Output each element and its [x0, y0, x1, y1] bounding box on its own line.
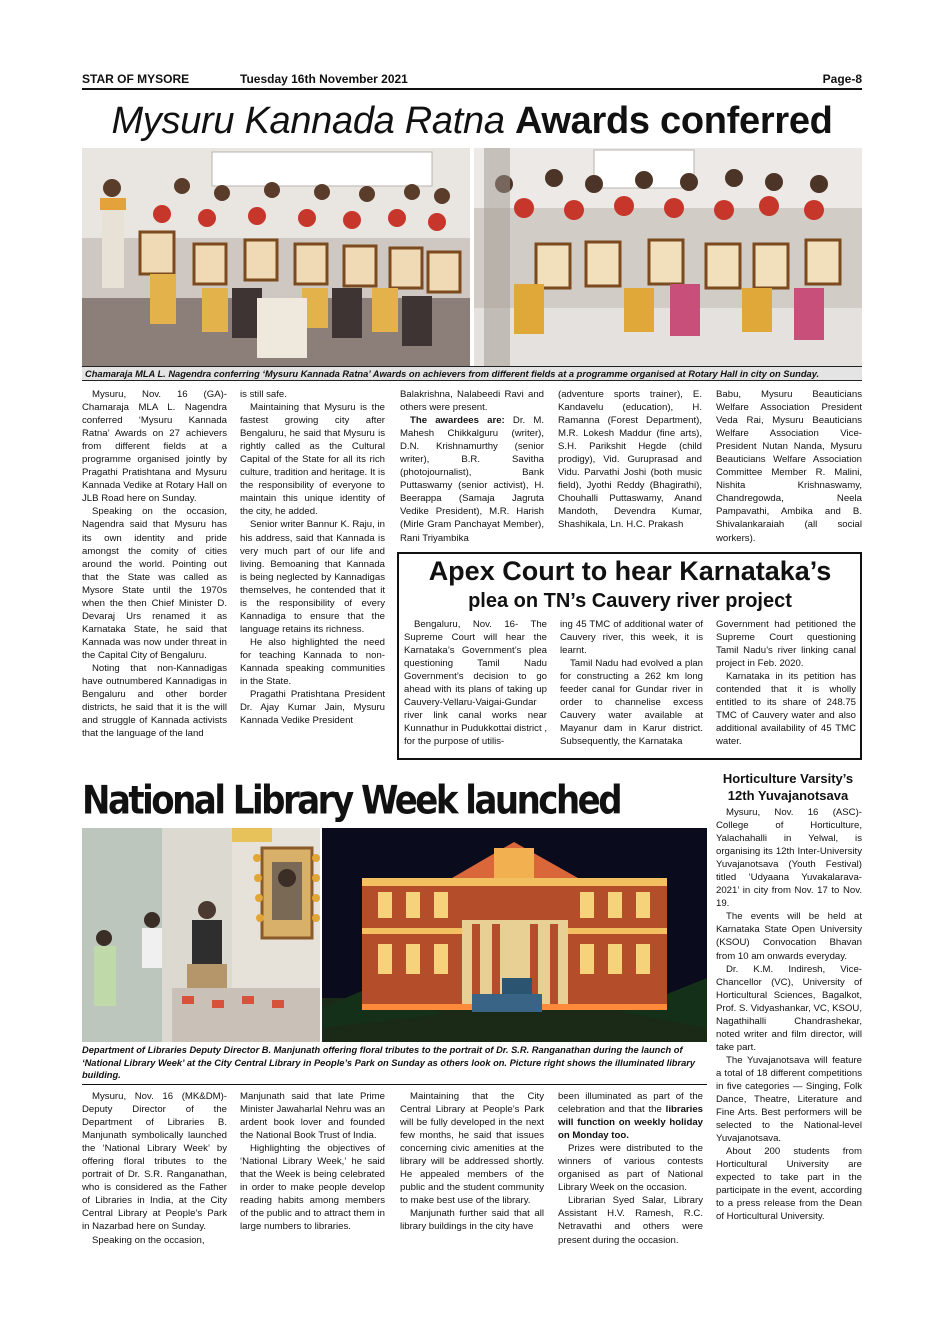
apex-col3-para: Government had petitioned the Supreme Court questioning Tamil Nadu’s river linking canal project in Feb. 2020.: [716, 619, 856, 670]
awards-headline-italic: Mysuru Kannada Ratna: [111, 100, 505, 142]
awards-col4-para: (adventure sports trainer), E. Kandavelu (education), H. Ramanna (Forest Department), M.R. Lokesh Maddur (fine arts), S.H. Parikshit Hegde (child prodigy), Vid. Guruprasad and Vidu. Parvathi Joshi (both music field), Jyothi Reddy (Bhagirathi), Chouhalli Puttaswamy, Anand Mandoth, Devendra Kumar, Shashikala, Ln. H.C. Prakash: [558, 389, 702, 531]
awards-photo-left: [82, 148, 470, 366]
library-col3-para: Maintaining that the City Central Library at People’s Park will be fully developed in the next few months, he said that issues concerning civic amenities at the library will be addressed shortly. He appealed members of the public and the student community to make best use of the library.: [400, 1091, 544, 1207]
awards-col1-para: Noting that non-Kannadigas have outnumbered Kannadigas in Bengaluru and other border districts, he said that it is the will and struggle of Kannada activists that the language of the land: [82, 662, 227, 740]
awards-col1-para: Speaking on the occasion, Nagendra said that Mysuru has its own identity and pride amongst the comity of cities around the world. Pointing out that the State was called as Mysore State until the 1970s when the then Chief Minister D. Devaraj Urs renamed it as Karnataka State, he said that Kannada was now under threat in the Capital City of Bengaluru.: [82, 506, 227, 661]
horticulture-column: [716, 806, 862, 1262]
awards-col5-para: Babu, Mysuru Beauticians Welfare Association President Veda Rai, Mysuru Beauticians Welfare Association Vice-President Nutan Nanda, Mysuru Beauticians Welfare Association Committee Member R. Malini, Nishita Krishnaswamy, Chandregowda, Neela Pampavathi, Ambika and B. Shivalankaraiah (all social workers).: [716, 389, 862, 544]
awards-photo-caption: Chamaraja MLA L. Nagendra conferring ‘Mysuru Kannada Ratna’ Awards on achievers from different fields at a programme organised at Rotary Hall in city on Sunday.: [82, 366, 862, 381]
awards-photo-right: [474, 148, 862, 366]
apex-headline-line2: plea on TN’s Cauvery river project: [468, 590, 792, 612]
library-col1-para: Speaking on the occasion,: [92, 1234, 205, 1246]
page-number: Page-8: [822, 72, 862, 86]
awards-col3-intro: Balakrishna, Nalabeedi Ravi and others were present.: [400, 389, 544, 414]
library-column-2: [240, 1090, 385, 1262]
library-col1-para: Mysuru, Nov. 16 (MK&DM)- Deputy Director of the Department of Libraries B. Manjunath symbolically launched the ‘National Library Week’ by offering floral tributes to the portrait of Dr. S.R. Ranganathan, who is considered as the Father of Libraries in India, at the City Central Library at People’s Park in Nazarbad here on Sunday.: [82, 1091, 227, 1233]
awards-headline-bold: Awards conferred: [514, 100, 833, 142]
library-col2-para: Manjunath said that late Prime Minister Jawaharlal Nehru was an ardent book lover and founded the National Book Trust of India.: [240, 1091, 385, 1142]
library-monday-notice: libraries will function on weekly holiday on Monday too.: [558, 1104, 703, 1142]
library-col2-para: Highlighting the objectives of ‘National Library Week,’ he said that the Week is being celebrated in order to make people develop reading habits among members of the public and to attract them in large numbers to libraries.: [240, 1143, 385, 1233]
horticulture-para: About 200 students from Horticultural University are expected to take part in the participate in the event, according to a press release from the Dean of Horticultural University.: [716, 1146, 862, 1223]
awards-col2-para: Maintaining that Mysuru is the fastest growing city after Bengaluru, he said that Mysuru is rightly called as the Cultural Capital of the State for all its rich culture, tradition and heritage. It is the responsibility of everyone to maintain this unique identity of the city, he added.: [240, 402, 385, 518]
awardees-list: Dr. M. Mahesh Chikkalguru (writer), D.N. Krishnamurthy (senior writer), B.R. Savitha (photojournalist), Bank Puttaswamy (senior activist), H. Beerappa (Samaja Jagruta Vedike President), M.R. Harish (Mirle Gram Panchayat Member), Rani Triyambika: [400, 415, 544, 544]
library-photo-illuminated: [322, 828, 707, 1042]
library-column-3: [400, 1090, 544, 1262]
issue-date: Tuesday 16th November 2021: [240, 72, 408, 86]
library-photo-caption: Department of Libraries Deputy Director B. Manjunath offering floral tributes to the portrait of Dr. S.R. Ranganathan during the launch of ‘National Library Week’ at the City Central Library in People’s Park on Sunday as others look on. Picture right shows the illuminated library building.: [82, 1045, 696, 1080]
horticulture-para: Dr. K.M. Indiresh, Vice-Chancellor (VC), University of Horticultural Sciences, Bagalkot, Prof. S. Vidyashankar, VC, KSOU, Nagathihalli Chandrashekar, noted writer and film director, will take part.: [716, 963, 862, 1053]
awards-column-1: [82, 388, 227, 764]
apex-col2-para: ing 45 TMC of additional water of Cauvery river, this week, it is learnt.: [560, 619, 703, 657]
publication-name: STAR OF MYSORE: [82, 72, 190, 86]
apex-headline-line1: Apex Court to hear Karnataka’s: [428, 556, 832, 586]
horticulture-para: Mysuru, Nov. 16 (ASC)- College of Horticulture, Yalachahalli in Yelwal, is organising its 12th Inter-University Yuvajanotsava (Youth Festival) titled ‘Udyaana Yuvakalarava-2021’ in city from Nov. 17 to Nov. 19.: [716, 807, 862, 910]
awardees-label: The awardees are:: [410, 415, 505, 427]
awards-column-5: [716, 388, 862, 548]
library-caption-rule: [82, 1084, 707, 1085]
horticulture-para: The Yuvajanotsava will feature a total of 18 different competitions in five categories — Singing, Folk Dance, Theatre, Literature and Fine Arts. Best performers will be selected to the National-level Yuvajanotsava.: [716, 1054, 862, 1145]
awards-column-2: [240, 388, 385, 764]
library-col4-para: Prizes were distributed to the winners of various contests organised as part of National Library Week on the occasion.: [558, 1143, 703, 1194]
library-column-4: [558, 1090, 703, 1262]
awards-column-3: [400, 388, 544, 548]
awards-col2-para: is still safe.: [240, 389, 287, 400]
apex-column-1: [404, 618, 547, 758]
library-col3-para: Manjunath further said that all library buildings in the city have: [400, 1208, 544, 1233]
awards-column-4: [558, 388, 702, 548]
horticulture-headline: Horticulture Varsity’s 12th Yuvajanotsava: [722, 771, 854, 803]
awards-col2-para: Pragathi Pratishtana President Dr. Ajay Kumar Jain, Mysuru Kannada Vedike President: [240, 689, 385, 727]
apex-column-3: [716, 618, 856, 758]
apex-col2-para: Tamil Nadu had evolved a plan for constructing a 262 km long feeder canal for Gundar river in order to channelise excess Cauvery water available at Mayanur dam in Karur district. Subsequently, the Karnataka: [560, 658, 703, 748]
apex-col3-para: Karnataka in its petition has contended that it is wholly entitled to its share of 248.75 TMC of Cauvery water and also additional availability of 45 TMC water.: [716, 671, 856, 748]
awards-headline: [82, 96, 862, 146]
awards-col2-para: He also highlighted the need for teaching Kannada to non-Kannada speaking communities in the State.: [240, 636, 385, 688]
library-photo-tribute: [82, 828, 320, 1042]
apex-column-2: [560, 618, 703, 758]
awards-col2-para: Senior writer Bannur K. Raju, in his address, said that Kannada is very much part of our life and living. Bemoaning that Kannada is being neglected by Kannadigas themselves, he contended that it is the responsibility of every Kannadiga to ensure that the language retains its richness.: [240, 519, 385, 635]
horticulture-para: The events will be held at Karnataka State Open University (KSOU) Convocation Bhavan from 10 am onwards everyday.: [716, 911, 862, 962]
awards-col1-para: Mysuru, Nov. 16 (GA)- Chamaraja MLA L. Nagendra conferred ‘Mysuru Kannada Ratna’ Awards on 27 achievers from different fields at a programme organised jointly by Pragathi Pratishtana and Mysuru Kannada Vedike at Rotary Hall on JLB Road here on Sunday.: [82, 389, 227, 505]
library-col4-intro: been illuminated as part of the celebration and that the: [558, 1091, 703, 1116]
library-headline: National Library Week launched: [82, 777, 621, 824]
header-rule: [82, 88, 862, 90]
library-column-1: [82, 1090, 227, 1262]
library-col4-para: Librarian Syed Salar, Library Assistant H.V. Ramesh, R.C. Netravathi and others were present during the occasion.: [558, 1195, 703, 1246]
apex-col1-para: Bengaluru, Nov. 16- The Supreme Court will hear the Karnataka’s Government’s plea questioning Tamil Nadu Government’s decision to go ahead with its plans of taking up Cauvery-Vellaru-Vaigai-Gundar river link canal works near Kunnathur in Pudukkottai district , for the purpose of utilis-: [404, 619, 547, 748]
